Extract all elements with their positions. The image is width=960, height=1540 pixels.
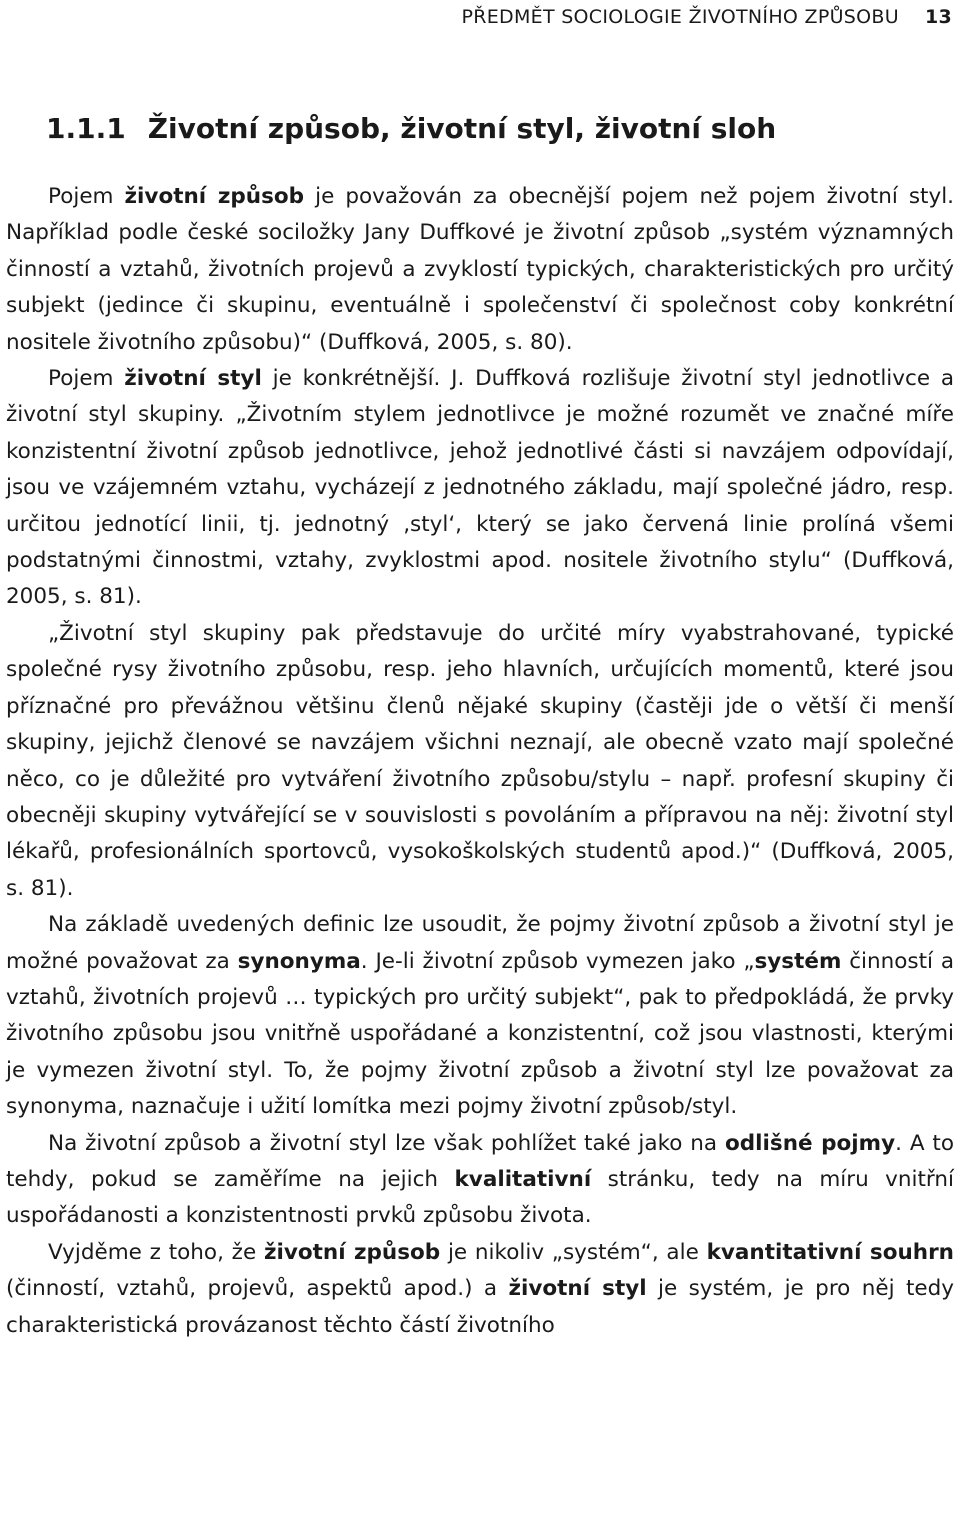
text-run: „Životní styl skupiny pak představuje do určité míry vyabstrahované, typické společné rysy životního způsobu, resp. jeho hlavních, určujících momentů, které jsou příznačné pro převážnou většinu členů nějaké skupiny (častěji jde o větší či menší skupiny, jejichž členové se navzájem všichni neznají, ale obecně vzato mají společné něco, co je důležité pro vytváření životního způsobu/stylu – např. profesní skupiny či obecněji skupiny vytvářející se v souvislosti s povoláním a přípravou na něj: životní styl lékařů, profesionálních sportovců, vysokoškolských studentů apod.)“ (Duffková, 2005, s. 81). [6,620,954,901]
text-run: Na životní způsob a životní styl lze však pohlížet také jako na [48,1130,726,1156]
paragraph-3 [6,616,954,907]
text-run: stránku, tedy na míru vnitřní uspořádanosti a konzistentnosti prvků způsobu života. [6,1166,954,1229]
paragraph-2 [6,361,954,616]
bold-term: kvalitativní [454,1166,592,1192]
text-run: Pojem [48,366,125,392]
bold-term: kvantitativní souhrn [706,1239,954,1265]
text-run: . Je-li životní způsob vymezen jako „ [360,948,755,974]
running-title: PŘEDMĚT SOCIOLOGIE ŽIVOTNÍHO ZPŮSOBU [461,6,899,28]
running-header [461,6,952,28]
bold-term: synonyma [237,948,361,974]
paragraph-6 [6,1235,954,1344]
text-run: Pojem [48,184,125,209]
bold-term: životní způsob [124,184,305,209]
section-heading [46,112,776,145]
text-run: (činností, vztahů, projevů, aspektů apod.) a [6,1276,509,1302]
text-run: Na základě uvedených definic lze usoudit, že pojmy životní způsob a životní styl je možné považovat za [6,912,954,974]
text-run: je nikoliv „systém“, ale [440,1239,707,1265]
bold-term: životní způsob [263,1239,441,1265]
text-run: je konkrétnější. J. Duffková rozlišuje životní styl jednotlivce a životní styl skupiny. „Životním stylem jednotlivce je možné rozumět ve značné míře konzistentní životní způsob jednotlivce, jehož jednotlivé části si navzájem odpovídají, jsou ve vzájemném vztahu, vycházejí z jednotného základu, mají společné jádro, resp. určitou jednotící linii, tj. jednotný ‚styl‘, který se jako červená linie prolíná všemi podstatnými činnostmi, vztahy, zvyklostmi apod. nositele životního stylu“ (Duffková, 2005, s. 81). [6,366,955,610]
section-number: 1.1.1 [46,112,126,145]
page-number: 13 [924,6,952,28]
text-run: je považován za obecnější pojem než pojem životní styl. Například podle české sociložky Jany Duffkové je životní způsob „systém významných činností a vztahů, životních projevů a zvyklostí typických, charakteristických pro určitý subjekt (jedince či skupinu, eventuálně i společenství či společnost coby konkrétní nositele životního způsobu)“ (Duffková, 2005, s. 80). [6,184,954,355]
text-run: Vyjděme z toho, že [48,1239,264,1265]
section-title: Životní způsob, životní styl, životní sloh [147,112,777,145]
bold-term: životní styl [124,366,262,392]
paragraph-1 [6,179,954,361]
bold-term: životní styl [508,1276,647,1302]
bold-term: systém [754,948,842,974]
text-run: . A to tehdy, pokud se zaměříme na jejich [6,1130,955,1192]
body-text [6,179,954,1344]
text-run: činností a vztahů, životních projevů … typických pro určitý subjekt“, pak to předpokládá, že prvky životního způsobu jsou vnitřně uspořádané a konzistentní, což jsou vlastnosti, kterými je vymezen životní styl. To, že pojmy životní způsob a životní styl lze považovat za synonyma, naznačuje i užití lomítka mezi pojmy životní způsob/styl. [6,948,954,1120]
paragraph-5 [6,1126,954,1235]
bold-term: odlišné pojmy [725,1130,896,1156]
paragraph-4 [6,907,954,1125]
text-run: je systém, je pro něj tedy charakteristická provázanost těchto částí životního [6,1276,954,1338]
